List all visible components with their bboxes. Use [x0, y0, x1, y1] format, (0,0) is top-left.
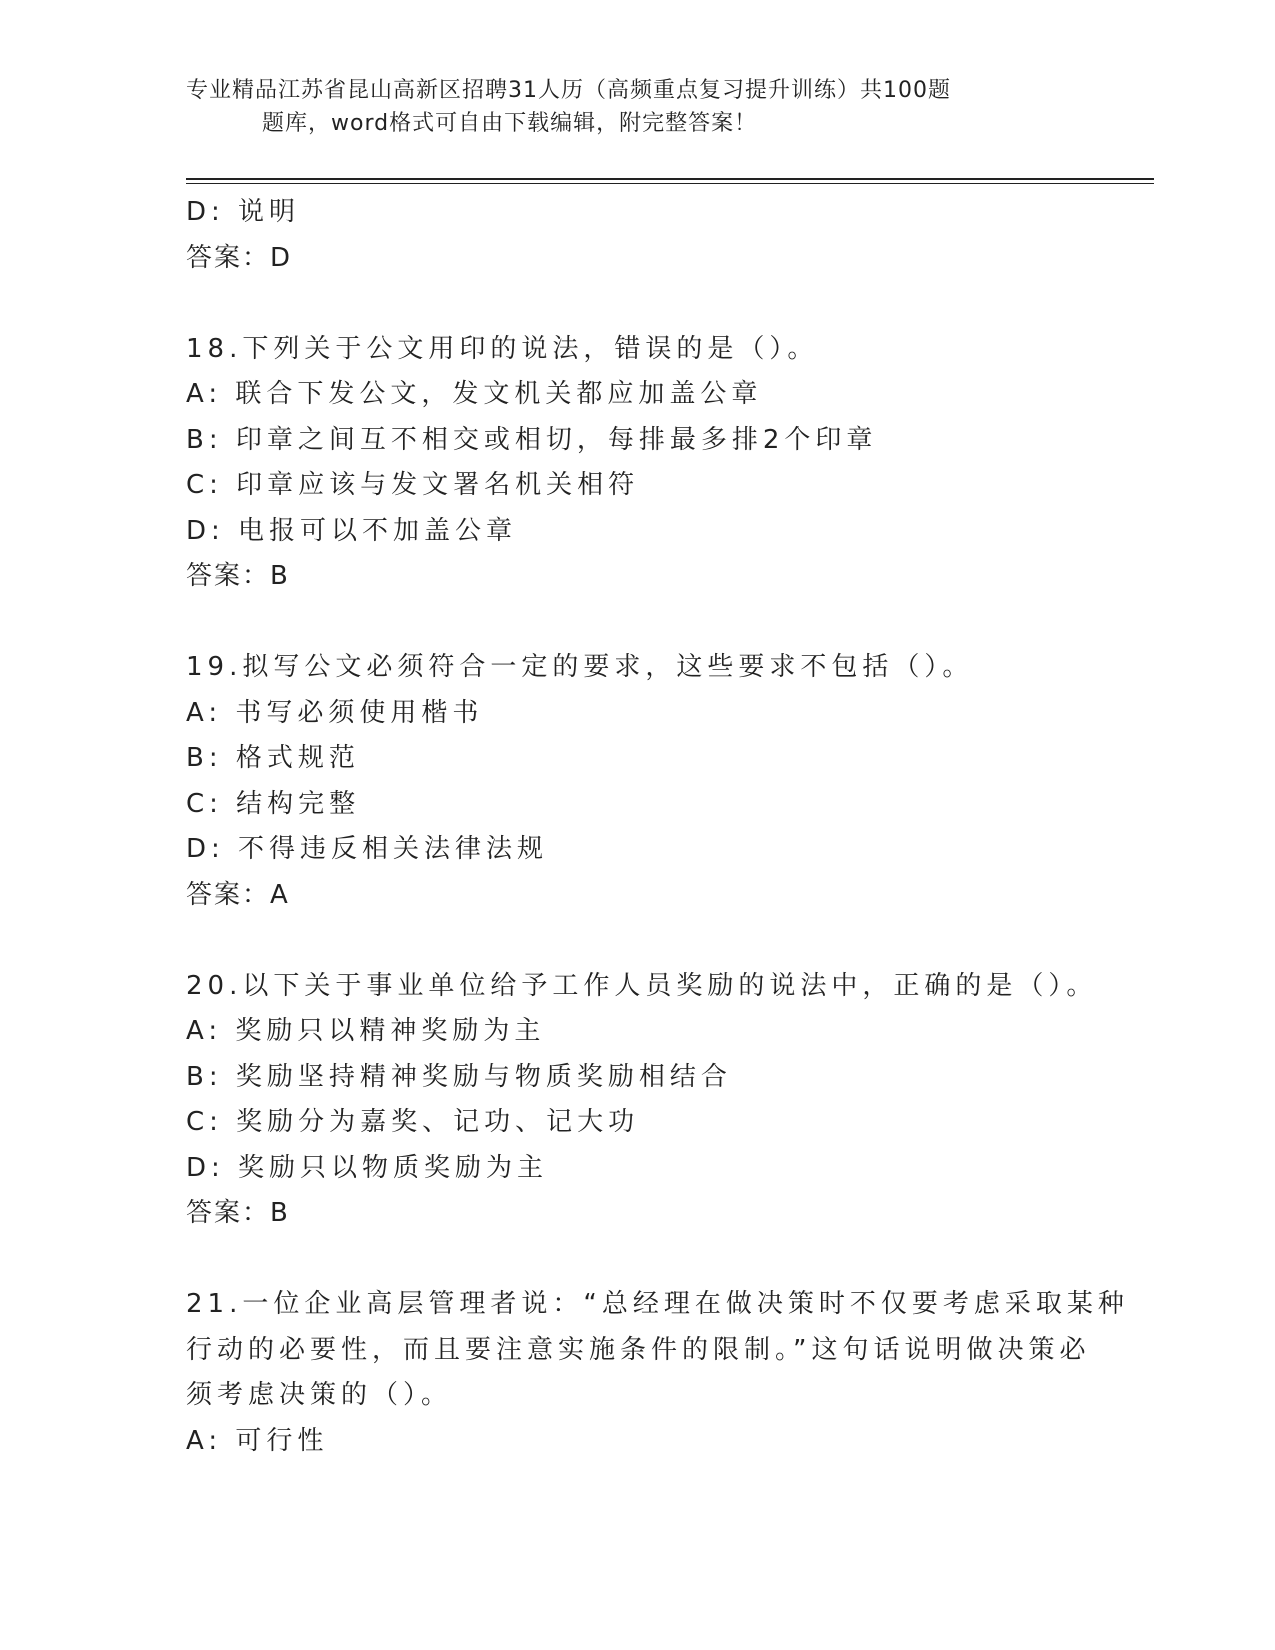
prev-answer: 答案：D [186, 242, 293, 273]
question-20-option-b: B: 奖励坚持精神奖励与物质奖励相结合 [186, 1061, 732, 1092]
question-20-answer: 答案：B [186, 1198, 290, 1228]
header-title-line-2: 题库，word格式可自由下载编辑，附完整答案！ [262, 111, 758, 136]
question-18-option-b: B: 印章之间互不相交或相切，每排最多排2个印章 [186, 424, 878, 455]
prev-option-d: D: 说明 [186, 197, 301, 227]
question-18-option-d: D: 电报可以不加盖公章 [186, 515, 518, 546]
question-21-option-a: A: 可行性 [186, 1425, 329, 1456]
page-header [186, 74, 1066, 140]
spacer [186, 281, 1106, 327]
question-19-stem: 19.拟写公文必须符合一定的要求，这些要求不包括（）。 [186, 652, 974, 682]
spacer [186, 600, 1106, 646]
document-body [186, 190, 1129, 1464]
question-21-stem-line-3: 须考虑决策的（）。 [186, 1380, 453, 1410]
question-18-option-c: C: 印章应该与发文署名机关相符 [186, 470, 640, 500]
question-20-option-d: D: 奖励只以物质奖励为主 [186, 1152, 549, 1183]
question-18-stem: 18.下列关于公文用印的说法，错误的是（）。 [186, 333, 819, 364]
header-divider-thin [186, 183, 1154, 184]
question-19-answer: 答案：A [186, 879, 290, 910]
header-divider-thick [186, 178, 1154, 180]
question-20-option-c: C: 奖励分为嘉奖、记功、记大功 [186, 1107, 640, 1137]
question-18-answer: 答案：B [186, 561, 290, 591]
question-19-option-b: B: 格式规范 [186, 743, 360, 773]
question-19-option-d: D: 不得违反相关法律法规 [186, 834, 549, 864]
header-title-line-1: 专业精品江苏省昆山高新区招聘31人历（高频重点复习提升训练）共100题 [186, 78, 951, 103]
question-20-stem: 20.以下关于事业单位给予工作人员奖励的说法中，正确的是（）。 [186, 970, 1098, 1001]
question-19-option-a: A: 书写必须使用楷书 [186, 697, 484, 728]
question-21-stem-line-1: 21.一位企业高层管理者说：“总经理在做决策时不仅要考虑采取某种 [186, 1289, 1129, 1319]
question-19-option-c: C: 结构完整 [186, 788, 361, 819]
spacer [186, 1237, 1106, 1283]
question-20-option-a: A: 奖励只以精神奖励为主 [186, 1016, 546, 1046]
question-18-option-a: A: 联合下发公文，发文机关都应加盖公章 [186, 379, 763, 409]
question-21-stem-line-2: 行动的必要性，而且要注意实施条件的限制。”这句话说明做决策必 [186, 1334, 1091, 1365]
spacer [186, 918, 1106, 964]
